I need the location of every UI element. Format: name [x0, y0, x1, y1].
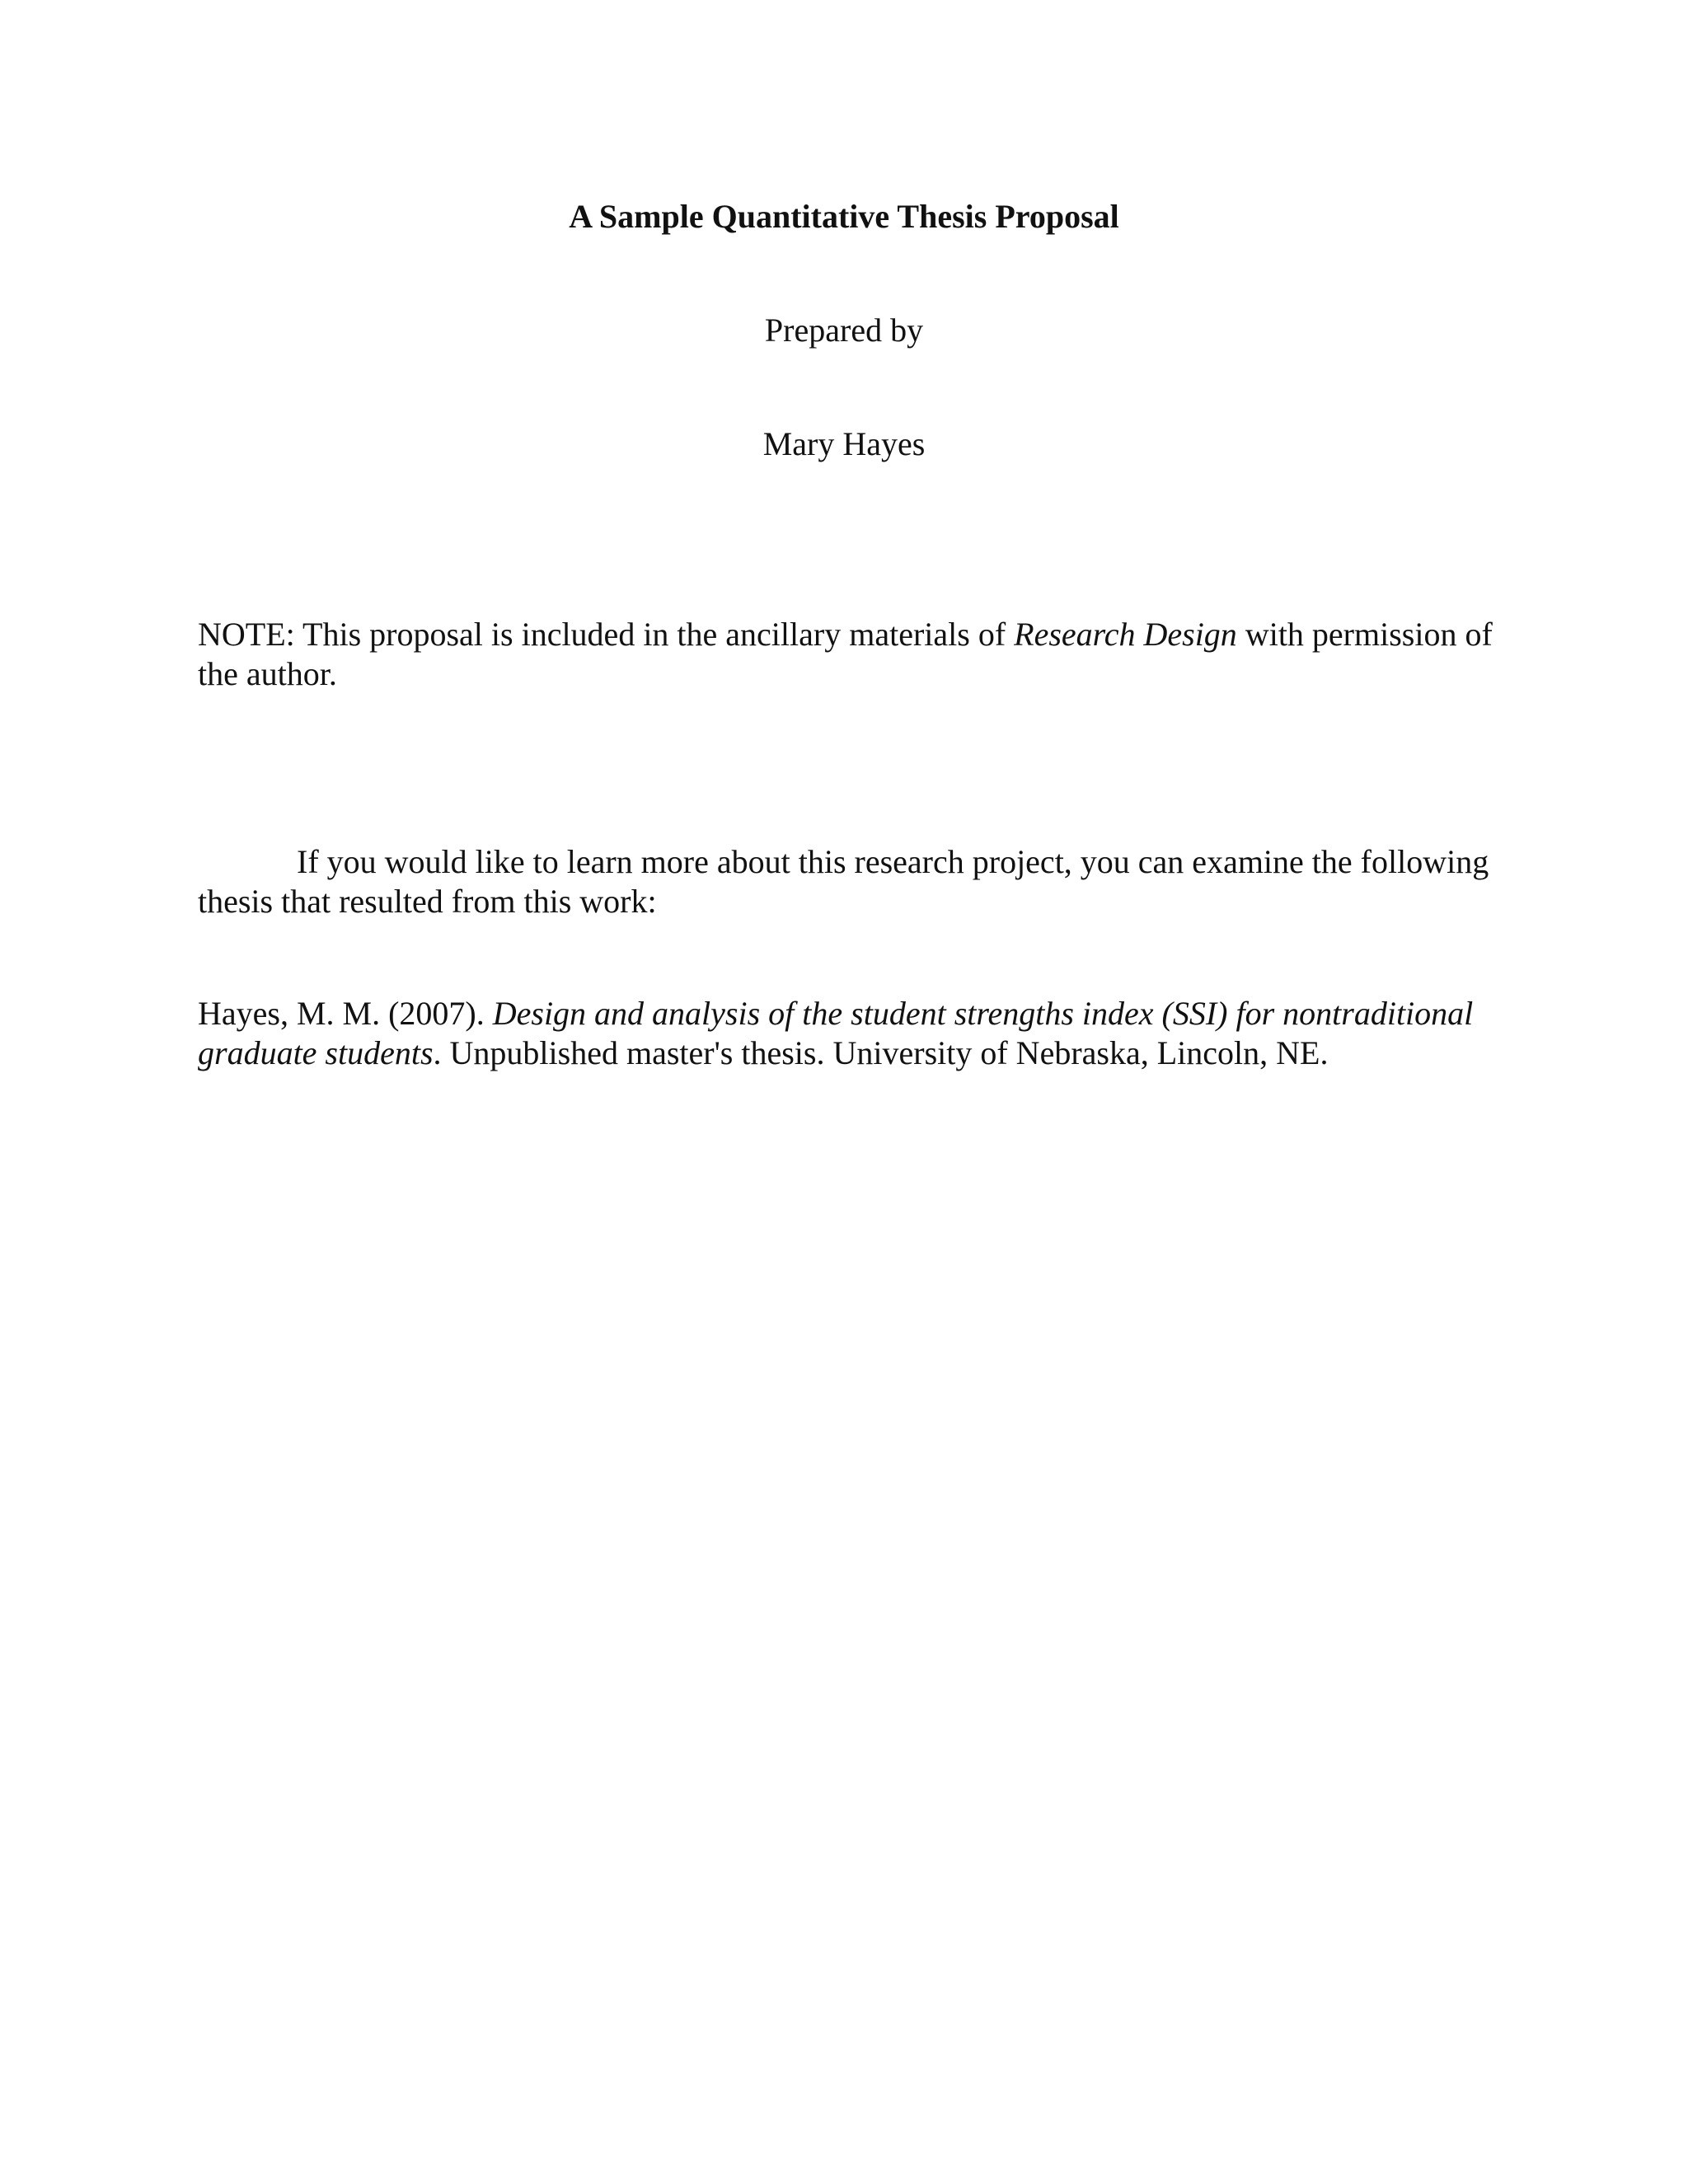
note-book-title: Research Design	[1014, 616, 1237, 653]
page-title: A Sample Quantitative Thesis Proposal	[569, 198, 1119, 235]
prepared-by-label: Prepared by	[764, 312, 924, 349]
citation-thesis-title: Design and analysis of the student strengths index (SSI) for nontraditional graduate students	[198, 995, 1474, 1071]
thesis-citation	[198, 994, 1500, 1073]
author-name: Mary Hayes	[762, 425, 926, 462]
citation-prefix: Hayes, M. M. (2007).	[198, 995, 493, 1032]
note-paragraph	[198, 615, 1500, 694]
note-suffix: with permission of the author.	[198, 616, 1493, 692]
info-paragraph: If you would like to learn more about this research project, you can examine the following thesis that resulted from this work:	[198, 843, 1489, 920]
citation-suffix: . Unpublished master's thesis. University of Nebraska, Lincoln, NE.	[433, 1034, 1329, 1071]
note-prefix: NOTE: This proposal is included in the ancillary materials of	[198, 616, 1015, 653]
